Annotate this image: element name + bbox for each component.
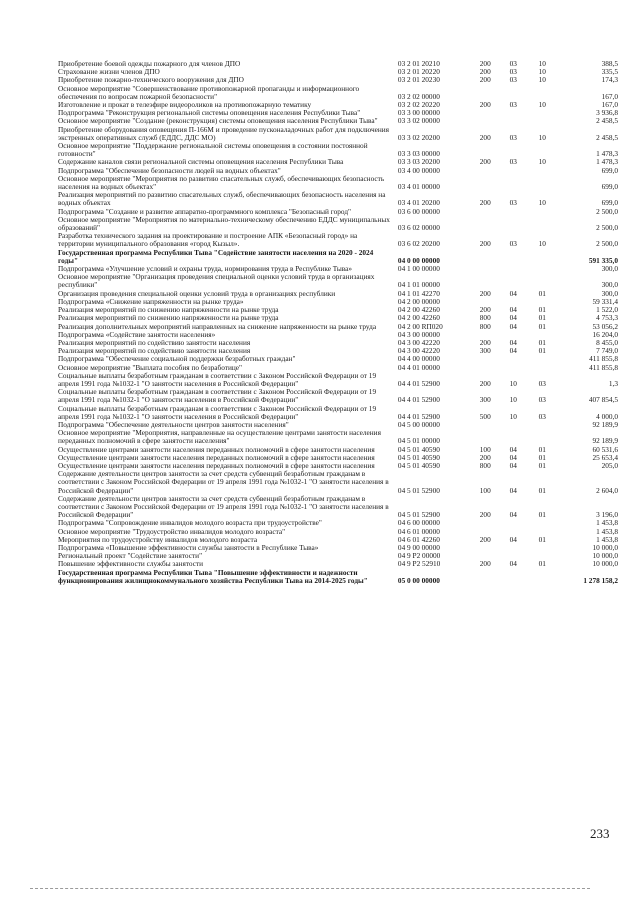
row-code: 04 4 01 00000 (397, 362, 440, 372)
row-code: 03 3 03 20200 (397, 157, 440, 167)
row-rz (500, 216, 527, 232)
row-rz: 03 (509, 59, 517, 68)
row-rz (500, 544, 527, 552)
row-sum: 4 753,3 (596, 313, 618, 323)
row-pr (527, 355, 558, 363)
budget-table (58, 60, 618, 585)
row-sum: 1 478,3 (596, 157, 618, 167)
row-name: Реализация мероприятий по снижению напряженности на рынке труда (58, 313, 279, 323)
row-rz (500, 569, 527, 585)
row-code: 03 3 02 20200 (397, 132, 440, 142)
row-code: 03 4 01 00000 (397, 182, 440, 192)
row-sum: 591 335,0 (588, 255, 618, 265)
row-name: Основное мероприятие "Мероприятия по материально-техническому обеспечению ЕДДС муниципальных образований" (58, 214, 390, 233)
row-code: 04 3 00 00000 (397, 329, 440, 339)
table-row (58, 191, 618, 207)
row-rz: 04 (509, 288, 517, 298)
row-pr (527, 208, 558, 216)
row-pr: 01 (538, 510, 546, 520)
row-pr: 01 (538, 305, 546, 315)
row-name: Приобретение пожарно-технического вооружения для ДПО (58, 75, 244, 85)
row-code: 04 2 00 RП020 (397, 321, 443, 331)
row-code: 04 9 P2 00000 (397, 551, 441, 561)
row-name: Социальные выплаты безработным гражданам в соответствии с Законом Российской Федерации от 19 апреля 1991 года №1032-1 "О занятости населения в Российской Федерации" (58, 387, 377, 405)
row-kvr (471, 429, 500, 445)
row-code: 04 5 00 00000 (397, 419, 440, 429)
row-code: 04 5 01 52900 (397, 510, 440, 520)
row-rz (500, 175, 527, 191)
row-sum: 2 500,0 (596, 223, 618, 233)
row-sum: 411 855,8 (589, 354, 618, 364)
row-code: 03 4 01 20200 (397, 198, 440, 208)
row-name: Повышение эффективности службы занятости (58, 559, 204, 569)
row-kvr: 500 (479, 411, 491, 421)
row-code: 04 9 P2 52910 (397, 559, 441, 569)
table-row (58, 232, 618, 248)
row-rz: 10 (509, 395, 517, 405)
row-code: 03 4 00 00000 (397, 165, 440, 175)
row-sum: 10 000,0 (592, 559, 618, 569)
row-pr: 01 (538, 288, 546, 298)
row-rz: 04 (509, 460, 517, 470)
row-name: Подпрограмма "Реконструкция региональной системы оповещения населения Республики Тыва" (58, 108, 361, 118)
row-name: Приобретение боевой одежды пожарного для членов ДПО (58, 59, 241, 68)
row-pr (527, 273, 558, 289)
table-row (58, 249, 618, 265)
row-sum: 2 458,5 (596, 132, 618, 142)
row-name: Подпрограмма "Обеспечение безопасности людей на водных объектах" (58, 165, 281, 175)
row-rz (500, 208, 527, 216)
row-pr: 10 (538, 75, 546, 85)
row-code: 03 3 03 00000 (397, 149, 440, 159)
row-pr (527, 569, 558, 585)
row-kvr (471, 273, 500, 289)
row-name: Реализация мероприятий по снижению напряженности на рынке труда (58, 305, 279, 315)
row-sum: 335,5 (601, 67, 618, 77)
row-name: Государственная программа Республики Тыва "Содействие занятости населения на 2020 - 2024 годы" (58, 247, 374, 265)
row-code: 04 2 00 42260 (397, 313, 440, 323)
row-pr (527, 85, 558, 101)
row-kvr: 800 (479, 460, 491, 470)
table-row (58, 569, 618, 585)
bottom-rule (30, 888, 590, 889)
row-rz: 04 (509, 452, 517, 462)
row-sum: 1 453,8 (596, 534, 618, 544)
row-name: Подпрограмма "Обеспечение деятельности центров занятости населения" (58, 419, 289, 429)
row-code: 04 1 00 00000 (397, 264, 440, 274)
row-pr (527, 364, 558, 372)
row-kvr (471, 364, 500, 372)
row-name: Государственная программа Республики Тыва "Повышение эффективности и надежности функционирования жилищнокоммунального хозяйства Республики Тыва на 2014-2025 годы" (58, 567, 368, 585)
row-pr (527, 429, 558, 445)
row-kvr (471, 421, 500, 429)
row-name: Изготовление и прокат в телеэфире видеороликов на противопожарную тематику (58, 100, 312, 110)
row-rz (500, 355, 527, 363)
row-code: 03 2 02 00000 (397, 91, 440, 101)
row-rz (500, 273, 527, 289)
row-kvr (471, 569, 500, 585)
table-row (58, 429, 618, 445)
row-code: 04 3 00 42220 (397, 346, 440, 356)
row-sum: 4 000,0 (596, 411, 618, 421)
row-name: Реализация мероприятий по развитию спасательных служб, обеспечивающих безопасность населения на водных объектах (58, 190, 386, 208)
row-pr (527, 421, 558, 429)
row-sum: 388,5 (601, 59, 618, 68)
row-sum: 1 522,0 (596, 305, 618, 315)
row-sum: 699,0 (601, 198, 618, 208)
row-sum: 699,0 (601, 165, 618, 175)
row-sum: 16 204,0 (592, 329, 618, 339)
row-sum: 167,0 (601, 91, 618, 101)
row-code: 04 0 00 00000 (397, 255, 440, 265)
row-code: 04 6 01 00000 (397, 526, 440, 536)
row-name: Содержание деятельности центров занятости за счет средств субвенций безработным гражданам в соответствии с Законом Российской Федерации от 19 апреля 1991 года №1032-1 "О занятости населения в Российской Федерации" (58, 469, 389, 495)
row-sum: 1,3 (608, 378, 618, 388)
row-name: Основное мероприятие "Организация проведения специальной оценки условий труда в организациях республики" (58, 272, 375, 290)
row-name: Основное мероприятие "Мероприятия по развитию спасательных служб, обеспечивающих безопасность населения на водных объектах" (58, 173, 385, 192)
row-pr: 01 (538, 534, 546, 544)
row-rz: 04 (509, 321, 517, 331)
row-sum: 205,0 (601, 460, 618, 470)
row-name: Подпрограмма «Повышение эффективности службы занятости в Республике Тыва» (58, 542, 319, 552)
row-rz (500, 249, 527, 265)
row-code: 04 4 00 00000 (397, 354, 440, 364)
row-sum: 25 653,4 (592, 452, 618, 462)
row-kvr (471, 216, 500, 232)
row-sum: 92 189,9 (592, 419, 618, 429)
row-kvr: 200 (479, 59, 491, 68)
row-name: Подпрограмма «Улучшение условий и охраны труда, нормирования труда в Республике Тыва» (58, 264, 353, 274)
row-rz: 04 (509, 444, 517, 454)
row-rz (500, 421, 527, 429)
row-sum: 2 500,0 (596, 206, 618, 216)
row-name: Страхование жизни членов ДПО (58, 67, 160, 77)
row-name: Социальные выплаты безработным гражданам в соответствии с Законом Российской Федерации от 19 апреля 1991 года №1032-1 "О занятости населения в Российской Федерации" (58, 403, 377, 421)
row-sum: 1 453,8 (596, 526, 618, 536)
row-name: Организация проведения специальной оценки условий труда в организациях республики (58, 288, 336, 298)
row-pr (527, 265, 558, 273)
row-kvr: 800 (479, 313, 491, 323)
row-kvr (471, 265, 500, 273)
row-sum: 10 000,0 (592, 551, 618, 561)
row-code: 04 4 01 52900 (397, 395, 440, 405)
row-pr: 01 (538, 460, 546, 470)
row-code: 04 1 01 42270 (397, 288, 440, 298)
row-name: Приобретение оборудования оповещения П-166М и проведение пусконаладочных работ для подключения экстренных оперативных служб (ЕДДС, ДДС МО) (58, 124, 390, 142)
row-rz: 04 (509, 510, 517, 520)
row-name: Содержание каналов связи региональной системы оповещения населения Республики Тыва (58, 157, 344, 167)
row-kvr: 200 (479, 132, 491, 142)
row-rz (500, 429, 527, 445)
row-pr: 03 (538, 411, 546, 421)
row-sum: 53 056,2 (592, 321, 618, 331)
row-rz: 04 (509, 337, 517, 347)
row-name: Подпрограмма «Содействие занятости населения» (58, 329, 216, 339)
row-code: 05 0 00 00000 (397, 575, 440, 585)
row-pr (527, 117, 558, 125)
table-row (58, 372, 618, 388)
row-pr: 01 (538, 559, 546, 569)
table-row (58, 273, 618, 289)
row-kvr (471, 355, 500, 363)
row-rz: 10 (509, 411, 517, 421)
row-kvr: 200 (479, 198, 491, 208)
row-rz: 03 (509, 132, 517, 142)
row-code: 04 2 00 42260 (397, 305, 440, 315)
row-code: 04 5 01 40590 (397, 452, 440, 462)
row-pr: 01 (538, 452, 546, 462)
row-name: Осуществление центрами занятости населения переданных полномочий в сфере занятости населения (58, 460, 375, 470)
row-name: Региональный проект "Содействие занятости" (58, 551, 203, 561)
row-kvr (471, 85, 500, 101)
row-sum: 2 500,0 (596, 239, 618, 249)
row-name: Основное мероприятие "Создание (реконструкция) системы оповещения населения Республики Тыва" (58, 116, 378, 126)
row-name: Реализация дополнительных мероприятий направленных на снижение напряженности на рынке труда (58, 321, 377, 331)
row-rz: 03 (509, 239, 517, 249)
row-kvr: 200 (479, 452, 491, 462)
row-name: Подпрограмма "Обеспечение социальной поддержки безработных граждан" (58, 354, 296, 364)
row-pr: 01 (538, 321, 546, 331)
row-code: 03 6 00 00000 (397, 206, 440, 216)
row-code: 04 4 01 52900 (397, 411, 440, 421)
row-code: 04 4 01 52900 (397, 378, 440, 388)
row-kvr: 200 (479, 100, 491, 110)
row-kvr: 200 (479, 337, 491, 347)
row-code: 03 6 02 20200 (397, 239, 440, 249)
row-sum: 300,0 (601, 264, 618, 274)
table-row (58, 85, 618, 101)
row-name: Реализация мероприятий по содействию занятости населения (58, 346, 251, 356)
row-rz: 03 (509, 198, 517, 208)
row-code: 04 6 01 42260 (397, 534, 440, 544)
row-pr (527, 175, 558, 191)
row-name: Подпрограмма "Сопровождение инвалидов молодого возраста при трудоустройстве" (58, 518, 322, 528)
table-row (58, 470, 618, 495)
row-name: Осуществление центрами занятости населения переданных полномочий в сфере занятости населения (58, 452, 375, 462)
row-sum: 3 936,8 (596, 108, 618, 118)
row-kvr: 200 (479, 510, 491, 520)
row-pr: 10 (538, 59, 546, 68)
row-kvr (471, 544, 500, 552)
row-name: Мероприятия по трудоустройству инвалидов молодого возраста (58, 534, 258, 544)
row-name: Социальные выплаты безработным гражданам в соответствии с Законом Российской Федерации от 19 апреля 1991 года №1032-1 "О занятости населения в Российской Федерации" (58, 370, 377, 388)
row-rz (500, 109, 527, 117)
row-sum: 8 455,0 (596, 337, 618, 347)
row-kvr: 300 (479, 346, 491, 356)
row-sum: 2 458,5 (596, 116, 618, 126)
row-kvr: 300 (479, 395, 491, 405)
row-kvr: 100 (479, 485, 491, 495)
row-pr (527, 249, 558, 265)
row-rz (500, 117, 527, 125)
row-sum: 7 749,0 (596, 346, 618, 356)
row-code: 04 3 00 42220 (397, 337, 440, 347)
row-rz: 04 (509, 346, 517, 356)
row-sum: 699,0 (601, 182, 618, 192)
row-kvr (471, 167, 500, 175)
row-rz (500, 85, 527, 101)
row-rz: 04 (509, 485, 517, 495)
row-code: 04 5 01 40590 (397, 460, 440, 470)
row-kvr (471, 519, 500, 527)
table-row (58, 495, 618, 520)
row-rz: 03 (509, 75, 517, 85)
row-rz (500, 519, 527, 527)
row-name: Основное мероприятие "Мероприятия, направленные на осуществление центрами занятости населения переданных полномочий в сфере занятости населения" (58, 428, 381, 446)
row-rz: 04 (509, 313, 517, 323)
row-pr (527, 544, 558, 552)
table-row (58, 175, 618, 191)
row-pr: 10 (538, 132, 546, 142)
row-pr (527, 109, 558, 117)
row-rz: 03 (509, 67, 517, 77)
row-kvr: 200 (479, 288, 491, 298)
page-number: 233 (590, 826, 610, 841)
row-pr: 10 (538, 157, 546, 167)
budget-table-body (58, 60, 618, 585)
row-kvr (471, 208, 500, 216)
row-kvr (471, 109, 500, 117)
row-sum: 1 278 158,2 (583, 575, 618, 585)
row-sum: 2 604,0 (596, 485, 618, 495)
table-row (58, 388, 618, 404)
row-kvr (471, 175, 500, 191)
row-rz (500, 142, 527, 158)
row-code: 03 2 01 20220 (397, 67, 440, 77)
row-kvr: 200 (479, 534, 491, 544)
row-name: Реализация мероприятий по содействию занятости населения (58, 337, 251, 347)
row-pr: 10 (538, 239, 546, 249)
row-code: 03 2 01 20210 (397, 59, 440, 68)
row-code: 04 5 01 52900 (397, 485, 440, 495)
row-kvr: 200 (479, 67, 491, 77)
row-pr (527, 519, 558, 527)
row-kvr: 200 (479, 239, 491, 249)
table-row (58, 405, 618, 421)
row-kvr (471, 117, 500, 125)
row-code: 04 1 01 00000 (397, 280, 440, 290)
row-pr: 03 (538, 395, 546, 405)
row-pr: 01 (538, 346, 546, 356)
row-pr: 10 (538, 198, 546, 208)
row-sum: 300,0 (601, 280, 618, 290)
row-pr (527, 216, 558, 232)
row-kvr: 200 (479, 157, 491, 167)
row-sum: 174,3 (601, 75, 618, 85)
row-code: 03 3 00 00000 (397, 108, 440, 118)
row-code: 03 2 02 20220 (397, 100, 440, 110)
row-kvr (471, 249, 500, 265)
row-rz: 04 (509, 534, 517, 544)
row-kvr (471, 142, 500, 158)
row-rz: 04 (509, 305, 517, 315)
row-pr (527, 167, 558, 175)
row-kvr: 200 (479, 75, 491, 85)
row-sum: 411 855,8 (589, 362, 618, 372)
row-pr (527, 142, 558, 158)
table-row (58, 126, 618, 142)
row-code: 03 3 02 00000 (397, 116, 440, 126)
row-rz: 10 (509, 378, 517, 388)
row-sum: 1 453,8 (596, 518, 618, 528)
row-name: Подпрограмма "Создание и развитие аппаратно-программного комплекса "Безопасный город" (58, 206, 352, 216)
row-sum: 10 000,0 (592, 542, 618, 552)
row-code: 03 2 01 20230 (397, 75, 440, 85)
row-name: Основное мероприятие "Совершенствование противопожарной пропаганды и информационного обеспечения по вопросам пожарной безопасности" (58, 83, 360, 101)
row-sum: 3 196,0 (596, 510, 618, 520)
row-pr: 03 (538, 378, 546, 388)
row-sum: 300,0 (601, 288, 618, 298)
row-kvr: 200 (479, 559, 491, 569)
row-code: 04 6 00 00000 (397, 518, 440, 528)
row-sum: 407 854,5 (588, 395, 618, 405)
row-sum: 92 189,9 (592, 436, 618, 446)
row-pr: 10 (538, 100, 546, 110)
row-pr: 01 (538, 444, 546, 454)
row-name: Основное мероприятие "Трудоустройство инвалидов молодого возраста" (58, 526, 286, 536)
row-name: Содержание деятельности центров занятости за счет средств субвенций безработным гражданам в соответствии с Законом Российской Федерации от 19 апреля 1991 года №1032-1 "О занятости населения в Российской Федерации" (58, 493, 389, 520)
row-sum: 60 531,6 (592, 444, 618, 454)
row-pr: 01 (538, 485, 546, 495)
row-name: Основное мероприятие "Поддержание региональной системы оповещения в состоянии постоянной готовности" (58, 141, 368, 159)
row-pr: 01 (538, 337, 546, 347)
row-rz (500, 167, 527, 175)
row-pr: 10 (538, 67, 546, 77)
table-row (58, 216, 618, 232)
row-rz: 03 (509, 100, 517, 110)
row-code: 04 5 01 40590 (397, 444, 440, 454)
row-name: Подпрограмма «Снижение напряженности на рынке труда» (58, 296, 244, 306)
row-sum: 167,0 (601, 100, 618, 110)
row-kvr: 200 (479, 305, 491, 315)
row-rz (500, 364, 527, 372)
row-kvr: 800 (479, 321, 491, 331)
row-pr: 01 (538, 313, 546, 323)
row-sum: 59 331,4 (592, 296, 618, 306)
row-name: Разработка технического задания на проектирование и построение АПК «Безопасный город» на территории муниципального образования «город Кызыл». (58, 231, 358, 249)
row-kvr: 100 (479, 444, 491, 454)
table-row (58, 142, 618, 158)
row-name: Осуществление центрами занятости населения переданных полномочий в сфере занятости населения (58, 444, 375, 454)
row-kvr: 200 (479, 378, 491, 388)
row-sum: 1 478,3 (596, 149, 618, 159)
row-code: 04 5 01 00000 (397, 436, 440, 446)
row-code: 03 6 02 00000 (397, 223, 440, 233)
row-rz: 03 (509, 157, 517, 167)
row-rz (500, 265, 527, 273)
row-name: Основное мероприятие "Выплата пособия по безработице" (58, 362, 243, 372)
row-code: 04 9 00 00000 (397, 542, 440, 552)
row-code: 04 2 00 00000 (397, 296, 440, 306)
row-rz: 04 (509, 559, 517, 569)
